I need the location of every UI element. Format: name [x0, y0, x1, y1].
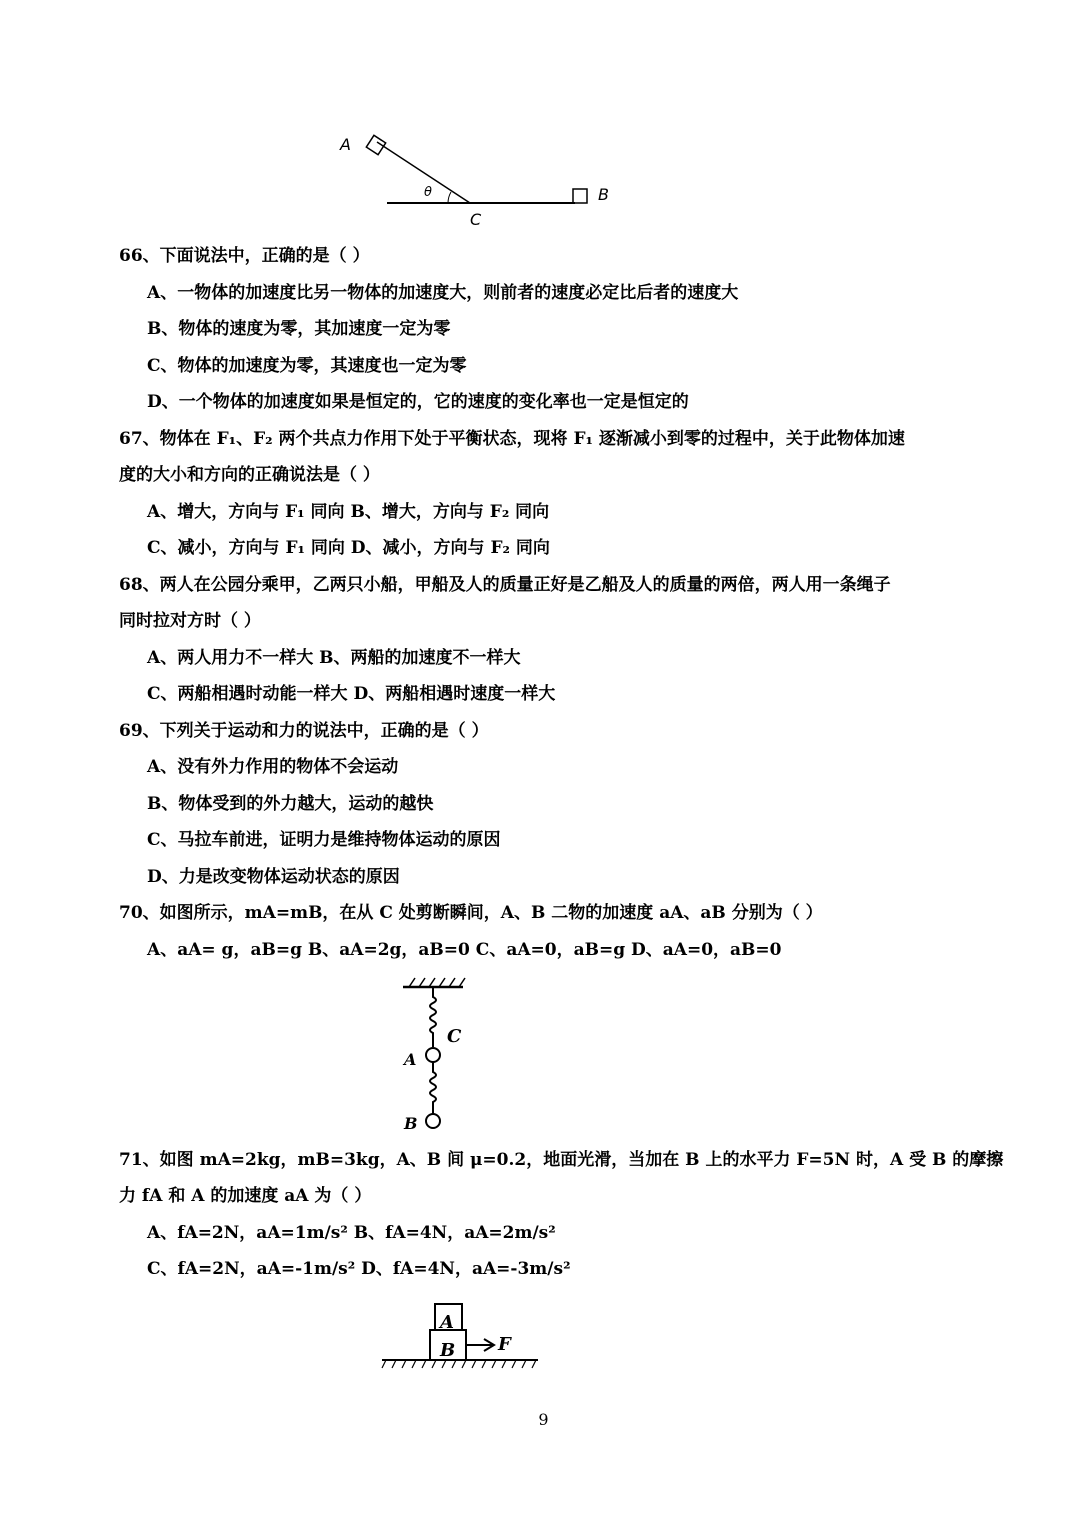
- spring-figure: [395, 975, 505, 1135]
- q69-stem: 69、下列关于运动和力的说法中，正确的是（ ）: [119, 721, 489, 741]
- incline-label-theta: θ: [424, 185, 432, 200]
- q68-options-ab: A、两人用力不一样大 B、两船的加速度不一样大: [147, 648, 521, 668]
- q69-option-a: A、没有外力作用的物体不会运动: [147, 757, 399, 777]
- spring-label-a: A: [404, 1050, 417, 1069]
- blocks-figure: [378, 1300, 543, 1375]
- q66-option-d: D、一个物体的加速度如果是恒定的，它的速度的变化率也一定是恒定的: [147, 392, 689, 412]
- q71-options-ab: A、fA=2N，aA=1m/s² B、fA=4N，aA=2m/s²: [147, 1223, 556, 1243]
- incline-label-c: C: [470, 210, 482, 229]
- force-label-f: F: [498, 1334, 511, 1355]
- incline-figure: [335, 130, 625, 230]
- q67-stem-line1: 67、物体在 F₁、F₂ 两个共点力作用下处于平衡状态，现将 F₁ 逐渐减小到零的过程中，关于此物体加速: [119, 429, 905, 449]
- block-label-b: B: [440, 1340, 456, 1361]
- q71-stem-line2: 力 fA 和 A 的加速度 aA 为（ ）: [119, 1186, 372, 1206]
- q70-stem: 70、如图所示，mA=mB，在从 C 处剪断瞬间，A、B 二物的加速度 aA、aB 分别为（ ）: [119, 903, 823, 923]
- q67-stem-line2: 度的大小和方向的正确说法是（ ）: [119, 465, 380, 485]
- q71-options-cd: C、fA=2N，aA=-1m/s² D、fA=4N，aA=-3m/s²: [147, 1259, 571, 1279]
- spring-label-b: B: [404, 1114, 418, 1133]
- page-number: 9: [538, 1410, 549, 1429]
- q70-options: A、aA= g，aB=g B、aA=2g，aB=0 C、aA=0，aB=g D、aA=0，aB=0: [147, 940, 782, 960]
- q71-stem-line1: 71、如图 mA=2kg，mB=3kg，A、B 间 μ=0.2，地面光滑，当加在 B 上的水平力 F=5N 时，A 受 B 的摩擦: [119, 1150, 1004, 1170]
- q68-stem-line1: 68、两人在公园分乘甲，乙两只小船，甲船及人的质量正好是乙船及人的质量的两倍，两人用一条绳子: [119, 575, 891, 595]
- q68-stem-line2: 同时拉对方时（ ）: [119, 611, 261, 631]
- q69-option-c: C、马拉车前进，证明力是维持物体运动的原因: [147, 830, 501, 850]
- q69-option-b: B、物体受到的外力越大，运动的越快: [147, 794, 434, 814]
- q66-option-b: B、物体的速度为零，其加速度一定为零: [147, 319, 451, 339]
- block-label-a: A: [440, 1312, 454, 1333]
- q68-options-cd: C、两船相遇时动能一样大 D、两船相遇时速度一样大: [147, 684, 556, 704]
- incline-label-b: B: [598, 185, 609, 204]
- q66-option-a: A、一物体的加速度比另一物体的加速度大，则前者的速度必定比后者的速度大: [147, 283, 739, 303]
- q66-option-c: C、物体的加速度为零，其速度也一定为零: [147, 356, 467, 376]
- q69-option-d: D、力是改变物体运动状态的原因: [147, 867, 400, 887]
- spring-label-c: C: [447, 1026, 462, 1047]
- q67-options-cd: C、减小，方向与 F₁ 同向 D、减小，方向与 F₂ 同向: [147, 538, 550, 558]
- incline-label-a: A: [340, 135, 351, 154]
- q67-options-ab: A、增大，方向与 F₁ 同向 B、增大，方向与 F₂ 同向: [147, 502, 550, 522]
- q66-stem: 66、下面说法中，正确的是（ ）: [119, 246, 370, 266]
